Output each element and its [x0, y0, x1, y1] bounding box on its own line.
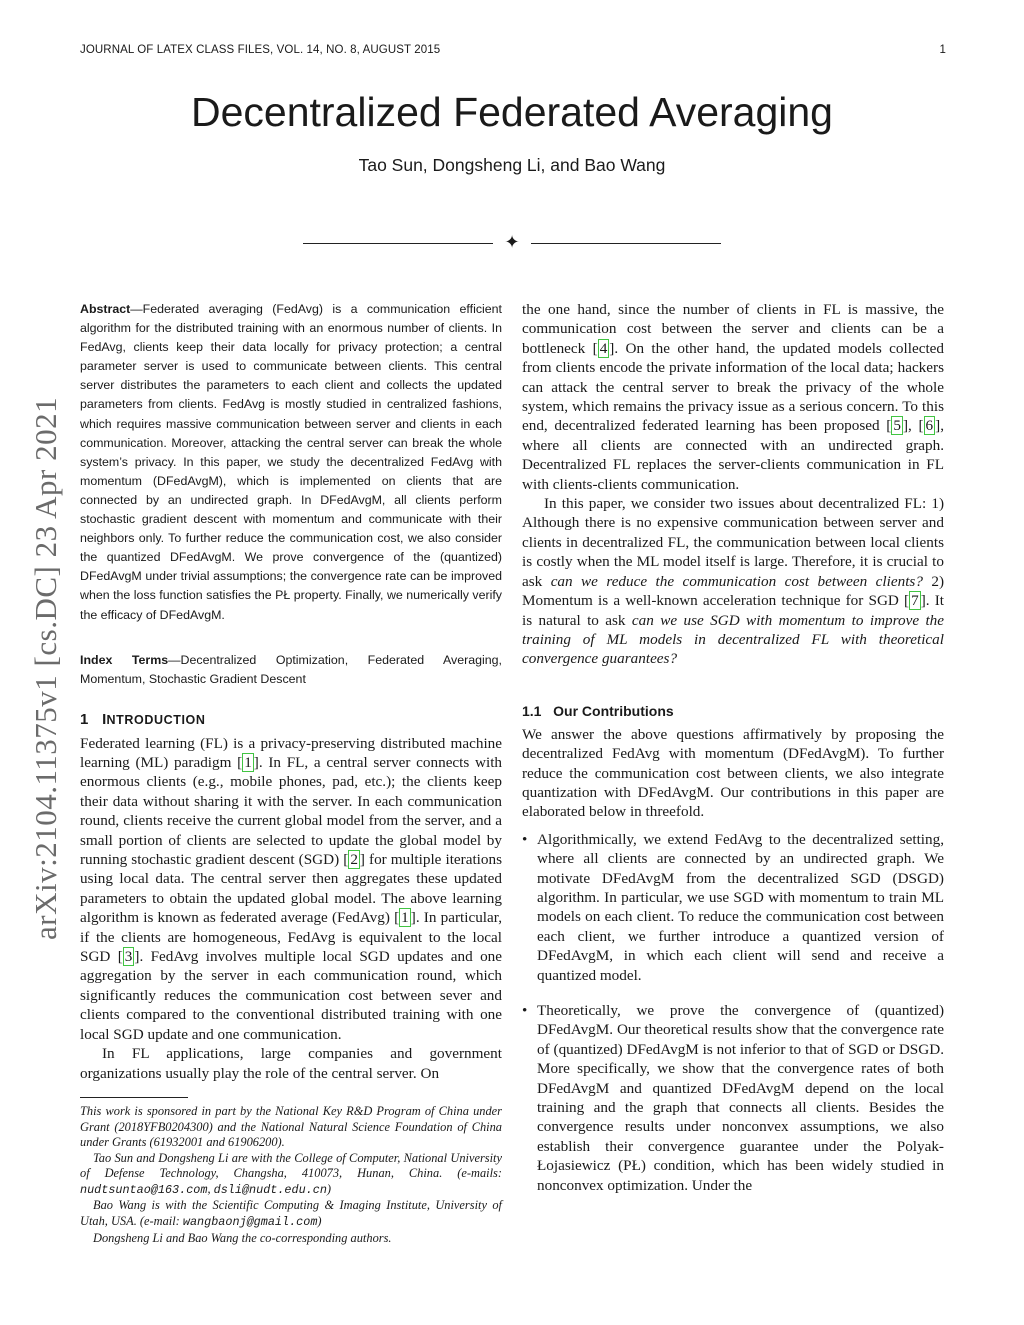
text-run: the one hand, since the number of clients in FL is massive, the communication cost between the server and clients can be a bottleneck: [522, 301, 944, 357]
email-link[interactable]: dsli@nudt.edu.cn: [213, 1182, 327, 1197]
abstract-text: —Federated averaging (FedAvg) is a communication efficient algorithm for the distributed training with an enormous number of clients. In FedAvg, clients keep their data locally for privacy protection; a central parameter server is used to communicate between clients. This central server distributes the parameters to each client and collects the updated parameters from clients. FedAvg is mostly studied in centralized fashions, which requires massive communication between server and clients in each communication. Moreover, attacking the central server can break the whole system’s privacy. In this paper, we study the decentralized FedAvg with momentum (DFedAvgM), which is implemented on clients that are connected by an undirected graph. In DFedAvgM, all clients perform stochastic gradient descent with momentum and communicate with their neighbors only. To further reduce the communication cost, we also consider the quantized DFedAvgM. We prove convergence of the (quantized) DFedAvgM under trivial assumptions; the convergence rate can be improved when the loss function satisfies the PŁ property. Finally, we numerically verify the efficacy of DFedAvgM.: [80, 302, 502, 622]
email-link[interactable]: wangbaonj@gmail.com: [182, 1215, 318, 1230]
text-run: . On the other hand, the updated models collected from clients encode the private information of the local data; hackers can attack the central server to break the privacy of the whole system, which remains the privacy issue as a serious concern. To this end, decentralized federated learning has been proposed: [522, 339, 944, 435]
right-column: [522, 300, 944, 1195]
section-title-initial: I: [102, 710, 107, 728]
left-column: [80, 300, 502, 1246]
intro-paragraph-1: Federated learning (FL) is a privacy-preserving distributed machine learning (ML) paradigm [ 1 ]. In FL, a central server connects with enormous clients (e.g., mobile phones, pad, etc.); the clients keep their data without sharing it with the server. In each communication round, clients receive the current global model from the server, and a small portion of clients are selected to update the global model by running stochastic gradient descent (SGD) [ 2 ] for multiple iterations using local data. The central server then aggregates these updated parameters to obtain the updated global model. The above learning algorithm is known as federated average (FedAvg) [ 1 ]. In particular, if the clients are homogeneous, FedAvg is equivalent to the local SGD [ 3 ]. FedAvg involves multiple local SGD updates and one aggregation by the server in each communication round, which significantly reduces the communication cost between sever and clients compared to the conventional distributed training with one local SGD update and one communication.: [80, 734, 503, 1043]
text-run: . It is natural to ask: [522, 592, 944, 629]
text-run: , where all clients are connected with an undirected graph. Decentralized FL replaces the server-clients communication in FL with clients-clients communication.: [522, 417, 944, 493]
citation-link[interactable]: 5: [893, 417, 901, 435]
index-terms-text: —Decentralized Optimization, Federated Averaging, Momentum, Stochastic Gradient Descent: [80, 652, 502, 686]
intro-paragraph-2: In FL applications, large companies and government organizations usually play the role of the central server. On: [80, 1045, 502, 1082]
contributions-list: [522, 830, 944, 1195]
running-header: [80, 44, 946, 60]
subsection-heading-contributions: [522, 703, 944, 719]
bullet-icon: •: [522, 1002, 528, 1019]
citation-link[interactable]: 6: [925, 417, 934, 435]
index-terms-label: Index Terms: [80, 652, 169, 667]
text-run: Federated learning (FL) is a privacy-preserving distributed machine learning (ML) paradigm: [80, 734, 502, 771]
text-run: 2) Momentum is a well-known acceleration technique for SGD: [522, 572, 945, 610]
citation-link[interactable]: 7: [911, 592, 919, 610]
journal-name: JOURNAL OF LATEX CLASS FILES, VOL. 14, NO. 8, AUGUST 2015: [80, 44, 441, 56]
title-divider-left: [303, 243, 493, 244]
citation-link[interactable]: 4: [599, 339, 608, 357]
list-item-text: Algorithmically, we extend FedAvg to the decentralized setting, where all clients are connected by an undirected graph. We motivate DFedAvgM from the decentralized SGD (DSGD) algorithm. In particular, we use SGD with momentum to train ML models on each client. To reduce the communication cost between each client, we further introduce a quantized version of DFedAvgM, in which each client will send and receive a quantized model.: [537, 830, 944, 984]
footnote-affiliation-2: [80, 1198, 502, 1230]
subsection-number: 1.1: [522, 702, 542, 719]
text-run: ): [326, 1181, 332, 1196]
title-divider-right: [531, 243, 721, 244]
text-run: . FedAvg involves multiple local SGD updates and one aggregation by the server in each communication round, which significantly reduces the communication cost between sever and clients compared to the conventional distributed training with one local SGD update and one communication.: [80, 948, 502, 1043]
bullet-icon: •: [522, 830, 528, 848]
footnote-rule: [80, 1097, 188, 1098]
diamond-ornament-icon: ✦: [504, 232, 520, 253]
research-question-2: can we use SGD with momentum to improve the training of ML models in decentralized FL with theoretical convergence guarantees?: [522, 611, 944, 668]
citation-link[interactable]: 3: [124, 948, 133, 966]
text-run: ,: [908, 417, 919, 435]
text-run: for multiple iterations using local data. The central server then aggregates these updated parameters to obtain the updated global model. The above learning algorithm is known as federated average (FedAvg): [80, 851, 502, 927]
abstract-label: Abstract: [80, 302, 131, 316]
arxiv-stamp: arXiv:2104.11375v1 [cs.DC] 23 Apr 2021: [28, 396, 63, 940]
list-item: [522, 1001, 944, 1195]
citation-link[interactable]: 1: [244, 754, 252, 771]
citation-link[interactable]: 2: [350, 851, 358, 869]
list-item: [522, 830, 944, 985]
footnote-affiliation-1: [80, 1151, 502, 1199]
footnote-funding: This work is sponsored in part by the National Key R&D Program of China under Grant (2018YFB0204300) and the National Natural Science Foundation of China under Grants (61932001 and 61906200).: [80, 1103, 502, 1150]
intro-paragraph-3: the one hand, since the number of clients in FL is massive, the communication cost between the server and clients can be a bottleneck [ 4 ]. On the other hand, the updated models collected from clients encode the private information of the local data; hackers can attack the central server to break the privacy of the whole system, which remains the privacy issue as a serious concern. To this end, decentralized federated learning has been proposed [ 5 ], [ 6 ], where all clients are connected with an undirected graph. Decentralized FL replaces the server-clients communication in FL with clients-clients communication.: [522, 301, 944, 493]
text-run: ): [317, 1214, 322, 1229]
list-item-text: Theoretically, we prove the convergence of (quantized) DFedAvgM. Our theoretical results show that the convergence rate of (quantized) DFedAvgM is not inferior to that of SGD or DSGD. More specifically, we show that the convergence rates of both DFedAvgM and quantized DFedAvgM depend on the local training and the graph that connects all clients. Besides the convergence results under nonconvex assumptions, we also establish their convergence guarantee under the Polyak-Łojasiewicz (PŁ) condition, which has been widely studied in nonconvex optimization. Under the: [537, 1002, 944, 1194]
text-run: In this paper, we consider two issues about decentralized FL: 1) Although there is no expensive communication between server and clients in decentralized FL, the communication between local clients is costly when the ML model itself is large. Therefore, it is crucial to ask: [522, 495, 944, 590]
text-run: . In FL, a central server connects with enormous clients (e.g., mobile phones, pad, etc.); the clients keep their data without sharing it with the server. In each communication round, clients receive the current global model from the server, and a small portion of clients are selected to update the global model by running stochastic gradient descent (SGD): [80, 754, 503, 869]
section-number: 1: [80, 710, 89, 728]
section-heading-introduction: [80, 711, 502, 728]
contributions-intro: We answer the above questions affirmatively by proposing the decentralized FedAvg with momentum (DFedAvgM). To further reduce the communication cost between clients, we also integrate quantization with DFedAvgM. Our contributions in this paper are elaborated below in threefold.: [522, 725, 944, 821]
text-run: . In particular, if the clients are homogeneous, FedAvg is equivalent to the local SGD: [80, 909, 503, 966]
text-run: ,: [207, 1181, 214, 1196]
footnote-corresponding: Dongsheng Li and Bao Wang the co-corresponding authors.: [93, 1230, 392, 1245]
index-terms: [80, 651, 502, 689]
citation-link[interactable]: 1: [401, 909, 409, 927]
paper-title: Decentralized Federated Averaging: [191, 89, 833, 135]
email-link[interactable]: nudtsuntao@163.com: [80, 1182, 208, 1197]
page-number: 1: [939, 44, 946, 56]
section-title-rest: NTRODUCTION: [106, 712, 206, 727]
intro-paragraph-4: In this paper, we consider two issues about decentralized FL: 1) Although there is no expensive communication between server and clients in decentralized FL, the communication between local clients is costly when the ML model itself is large. Therefore, it is crucial to ask can we reduce the communication cost between clients? 2) Momentum is a well-known acceleration technique for SGD [ 7 ]. It is natural to ask can we use SGD with momentum to improve the training of ML models in decentralized FL with theoretical convergence guarantees?: [522, 495, 945, 668]
research-question-1: can we reduce the communication cost between clients?: [550, 572, 923, 590]
abstract: [80, 300, 502, 625]
author-list: Tao Sun, Dongsheng Li, and Bao Wang: [358, 155, 666, 175]
text-run: Tao Sun and Dongsheng Li are with the College of Computer, National University of Defense Technology, Changsha, 410073, Hunan, China. (e-mails:: [80, 1150, 502, 1181]
subsection-title: Our Contributions: [553, 702, 674, 719]
text-run: Bao Wang is with the Scientific Computing & Imaging Institute, University of Utah, USA. (e-mail:: [80, 1198, 502, 1229]
